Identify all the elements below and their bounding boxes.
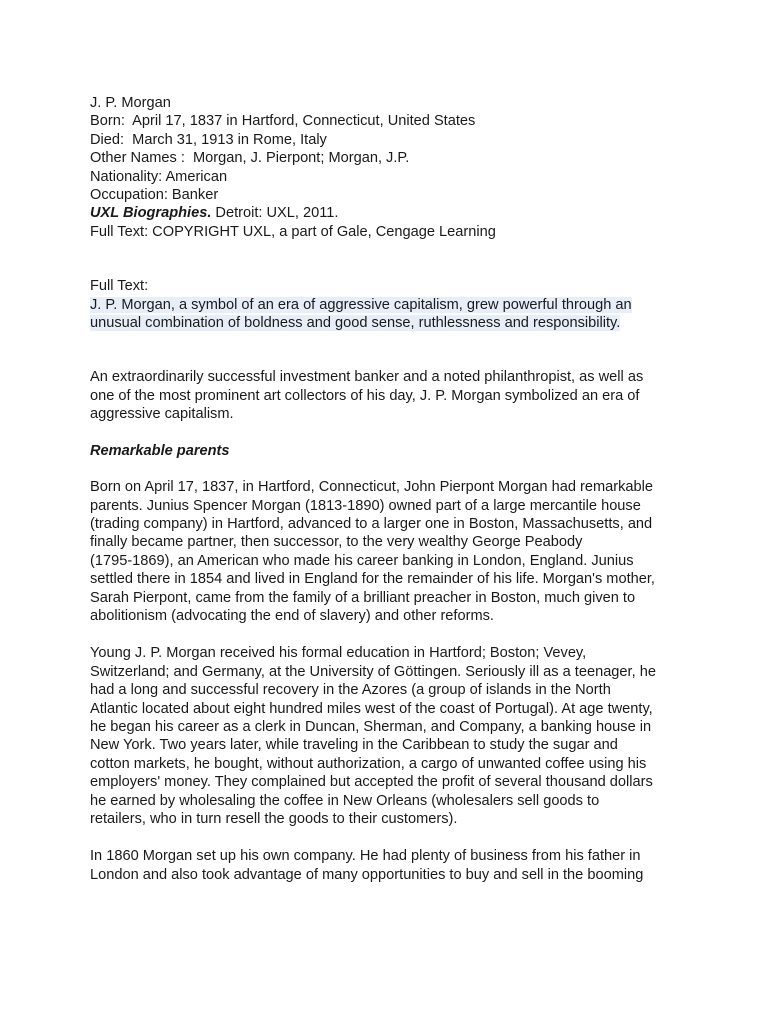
copyright-line: Full Text: COPYRIGHT UXL, a part of Gale, Cengage Learning [90, 223, 496, 240]
occupation-line: Occupation: Banker [90, 187, 219, 204]
paragraph-line: Switzerland; and Germany, at the University of Göttingen. Seriously ill as a teenager, he [90, 663, 656, 680]
paragraph-line: London and also took advantage of many opportunities to buy and sell in the booming [90, 866, 644, 883]
paragraph-line: had a long and successful recovery in the Azores (a group of islands in the North [90, 682, 611, 699]
intro-paragraph [90, 368, 690, 423]
abstract-block [90, 277, 690, 332]
source-publisher: Detroit: UXL, 2011. [211, 205, 339, 222]
spacer [90, 828, 690, 847]
paragraph-line: cotton markets, he bought, without authorization, a cargo of unwanted coffee using his [90, 755, 647, 772]
fulltext-label: Full Text: [90, 278, 149, 295]
abstract-line [90, 296, 690, 314]
paragraph-education [90, 644, 690, 828]
paragraph-line: he earned by wholesaling the coffee in New Orleans (wholesalers sell goods to [90, 792, 600, 809]
died-line: Died: March 31, 1913 in Rome, Italy [90, 131, 327, 148]
abstract-highlight: unusual combination of boldness and good sense, ruthlessness and responsibility. [90, 315, 621, 332]
other-names-line: Other Names : Morgan, J. Pierpont; Morgan, J.P. [90, 150, 410, 167]
paragraph-line: he began his career as a clerk in Duncan, Sherman, and Company, a banking house in [90, 718, 652, 735]
paragraph-line: finally became partner, then successor, to the very wealthy George Peabody [90, 534, 583, 551]
spacer [90, 625, 690, 644]
paragraph-company [90, 847, 690, 884]
paragraph-line: abolitionism (advocating the end of slavery) and other reforms. [90, 607, 494, 624]
paragraph-line: Sarah Pierpont, came from the family of a brilliant preacher in Boston, much given to [90, 589, 636, 606]
paragraph-line: aggressive capitalism. [90, 406, 234, 423]
spacer [90, 424, 690, 442]
paragraph-line: Born on April 17, 1837, in Hartford, Connecticut, John Pierpont Morgan had remarkable [90, 479, 653, 496]
paragraph-line: retailers, who in turn resell the goods to their customers). [90, 811, 458, 827]
spacer [90, 460, 690, 478]
paragraph-line: An extraordinarily successful investment banker and a noted philanthropist, as well as [90, 369, 644, 386]
section-heading: Remarkable parents [90, 442, 230, 459]
paragraph-line: (1795-1869), an American who made his career banking in London, England. Junius [90, 552, 634, 569]
abstract-highlight: J. P. Morgan, a symbol of an era of aggressive capitalism, grew powerful through an [90, 296, 632, 313]
source-title: UXL Biographies. [90, 205, 212, 222]
born-line: Born: April 17, 1837 in Hartford, Connecticut, United States [90, 113, 476, 130]
paragraph-line: New York. Two years later, while traveling in the Caribbean to study the sugar and [90, 737, 618, 754]
paragraph-line: one of the most prominent art collectors of his day, J. P. Morgan symbolized an era of [90, 387, 640, 404]
spacer [90, 332, 690, 368]
paragraph-line: settled there in 1854 and lived in England for the remainder of his life. Morgan's mother, [90, 571, 655, 588]
bibliographic-header [90, 94, 690, 241]
subject-name: J. P. Morgan [90, 95, 171, 111]
document-page [90, 94, 690, 884]
paragraph-line: Atlantic located about eight hundred miles west of the coast of Portugal). At age twenty, [90, 700, 653, 717]
paragraph-line: employers' money. They complained but accepted the profit of several thousand dollars [90, 774, 653, 791]
paragraph-line: parents. Junius Spencer Morgan (1813-1890) owned part of a large mercantile house [90, 497, 641, 514]
nationality-line: Nationality: American [90, 168, 228, 185]
source-citation [90, 204, 690, 222]
paragraph-line: Young J. P. Morgan received his formal education in Hartford; Boston; Vevey, [90, 645, 587, 662]
spacer [90, 241, 690, 277]
abstract-line [90, 314, 690, 332]
paragraph-line: In 1860 Morgan set up his own company. He had plenty of business from his father in [90, 848, 641, 865]
paragraph-line: (trading company) in Hartford, advanced to a larger one in Boston, Massachusetts, and [90, 515, 653, 532]
paragraph-parents [90, 478, 690, 625]
